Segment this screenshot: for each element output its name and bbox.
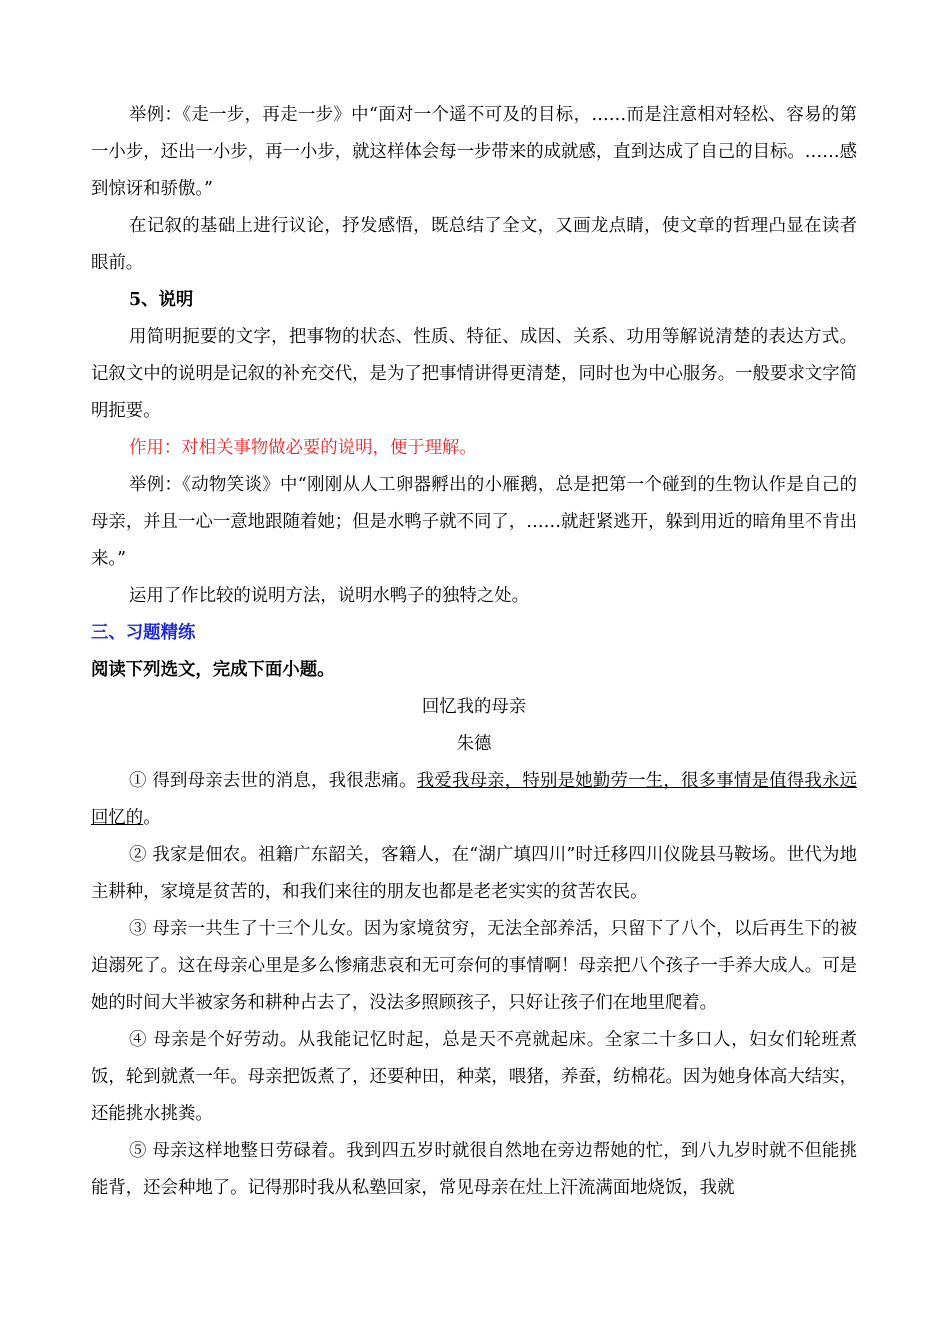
sec5-example: 举例：《动物笑谈》中“刚刚从人工卵器孵出的小雁鹅，总是把第一个碰到的生物认作是自己的母亲，并且一心一意地跟随着她；但是水鸭子就不同了，……就赶紧逃开，躲到用近的暗角里不肯出来。” <box>91 475 857 569</box>
p1-start: ① 得到母亲去世的消息，我很悲痛。 <box>129 771 417 791</box>
article-title: 回忆我的母亲 <box>421 697 527 717</box>
sec4-example: 举例：《走一步，再走一步》中“面对一个遥不可及的目标，……而是注意相对轻松、容易的第一小步，还出一小步，再一小步，就这样体会每一步带来的成就感，直到达成了自己的目标。……感到惊讶和骄傲。” <box>91 105 857 199</box>
article-paragraph-3: ③ 母亲一共生了十三个儿女。因为家境贫穷，无法全部养活，只留下了八个，以后再生下的被迫溺死了。这在母亲心里是多么惨痛悲哀和无可奈何的事情啊！母亲把八个孩子一手养大成人。可是她的时间大半被家务和耕种占去了，没法多照顾孩子，只好让孩子们在地里爬着。 <box>91 919 857 1013</box>
exercise-section-heading: 三、习题精练 <box>91 623 196 643</box>
exercise-instruction: 阅读下列选文，完成下面小题。 <box>91 660 335 680</box>
article-paragraph-1 <box>91 763 857 837</box>
article-paragraph-5: ⑤ 母亲这样地整日劳碌着。我到四五岁时就很自然地在旁边帮她的忙，到八九岁时就不但能挑能背，还会种地了。记得那时我从私塾回家，常见母亲在灶上汗流满面地烧饭，我就 <box>91 1141 857 1198</box>
sec5-definition: 用简明扼要的文字，把事物的状态、性质、特征、成因、关系、功用等解说清楚的表达方式。记叙文中的说明是记叙的补充交代，是为了把事情讲得更清楚，同时也为中心服务。一般要求文字简明扼要。 <box>91 327 857 421</box>
article-paragraph-4: ④ 母亲是个好劳动。从我能记忆时起，总是天不亮就起床。全家二十多口人，妇女们轮班煮饭，轮到就煮一年。母亲把饭煮了，还要种田，种菜，喂猪，养蚕，纺棉花。因为她身体高大结实，还能挑水挑粪。 <box>91 1030 857 1124</box>
sec4-analysis: 在记叙的基础上进行议论，抒发感悟，既总结了全文，又画龙点睛，使文章的哲理凸显在读者眼前。 <box>91 216 857 273</box>
p1-end: 。 <box>143 808 161 828</box>
article-paragraph-2: ② 我家是佃农。祖籍广东韶关，客籍人，在“湖广填四川”时迁移四川仪陇县马鞍场。世代为地主耕种，家境是贫苦的，和我们来往的朋友也都是老老实实的贫苦农民。 <box>91 845 857 902</box>
p1-underlined-sentence: 我爱我母亲，特别是她勤劳一生，很多事情是值得我永远回忆的 <box>91 771 857 828</box>
article-author: 朱德 <box>456 734 492 754</box>
sec5-heading: 5、说明 <box>129 290 194 310</box>
sec5-analysis: 运用了作比较的说明方法，说明水鸭子的独特之处。 <box>129 586 529 606</box>
document-page <box>91 97 857 1207</box>
sec5-function: 作用：对相关事物做必要的说明，便于理解。 <box>129 438 477 458</box>
